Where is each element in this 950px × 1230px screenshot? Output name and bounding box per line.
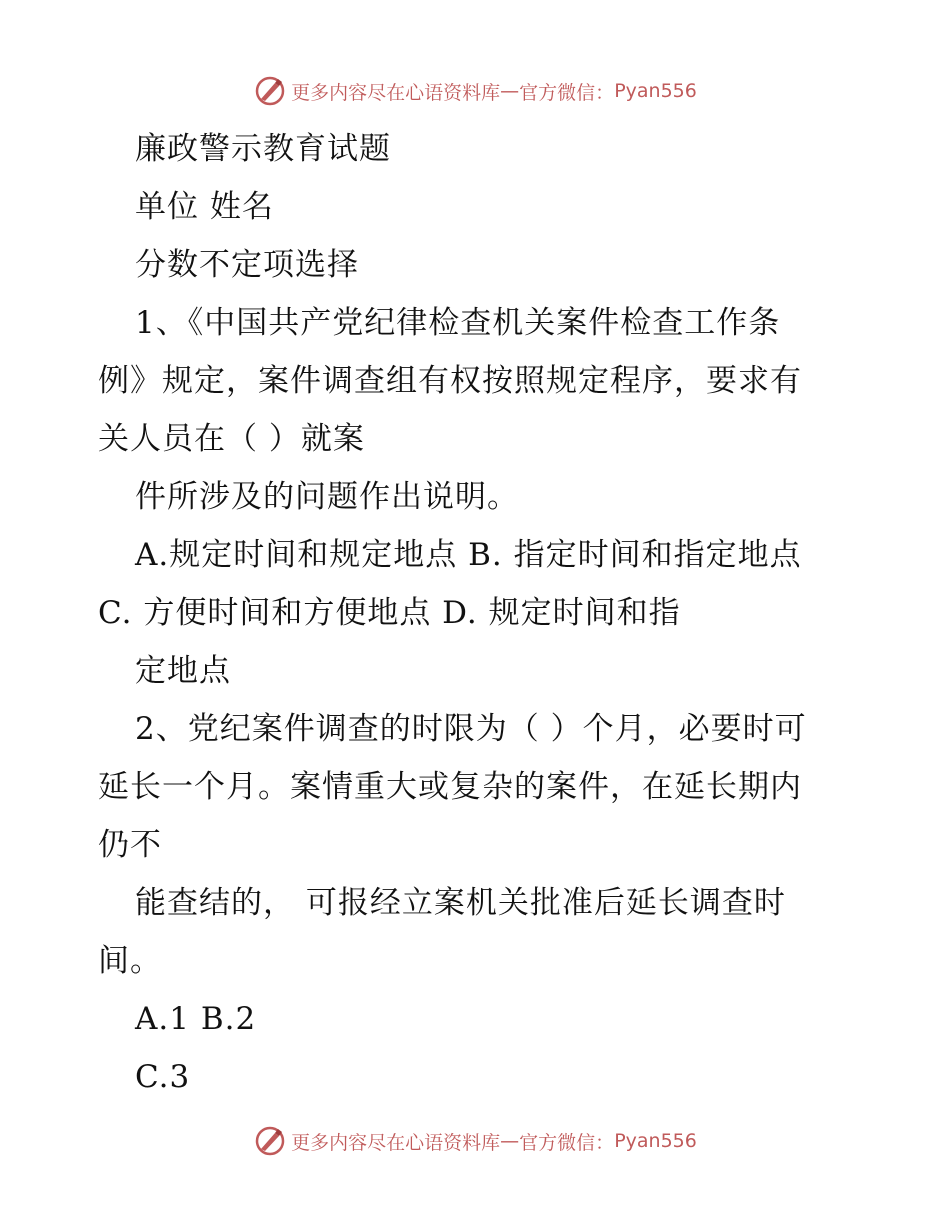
question-1-options: C. 方便时间和方便地点 D. 规定时间和指 — [98, 595, 681, 631]
watermark-wechat-id: Pyan556 — [614, 1130, 697, 1152]
question-1-cont: 关人员在（ ）就案 — [98, 421, 365, 457]
watermark-dash: — — [500, 80, 520, 102]
header-watermark — [0, 74, 950, 108]
question-1-options: 定地点 — [135, 653, 231, 689]
watermark-dash: — — [500, 1130, 520, 1152]
question-2-cont: 延长一个月。案情重大或复杂的案件，在延长期内 — [98, 769, 802, 805]
footer-watermark — [0, 1124, 950, 1158]
question-1-cont: 例》规定，案件调查组有权按照规定程序，要求有 — [98, 363, 802, 399]
watermark-text: 更多内容尽在心语资料库 — [291, 1131, 501, 1154]
question-1: 1、《中国共产党纪律检查机关案件检查工作条 — [135, 305, 781, 341]
watermark-official: 官方微信： — [519, 81, 615, 104]
pen-circle-logo-icon — [253, 74, 287, 108]
document-body — [98, 120, 858, 1106]
question-2: 2、党纪案件调查的时限为（ ）个月，必要时可 — [135, 711, 807, 747]
watermark-wechat-id: Pyan556 — [614, 80, 697, 102]
question-1-cont: 件所涉及的问题作出说明。 — [135, 479, 519, 515]
question-2-options: C.3 — [135, 1059, 191, 1095]
watermark-official: 官方微信： — [519, 1131, 615, 1154]
pen-circle-logo-icon — [253, 1124, 287, 1158]
question-2-options: A.1 B.2 — [135, 1001, 257, 1037]
watermark-text: 更多内容尽在心语资料库 — [291, 81, 501, 104]
question-2-cont: 仍不 — [98, 827, 162, 863]
question-2-cont: 能查结的， 可报经立案机关批准后延长调查时 — [135, 885, 786, 921]
question-1-options: A.规定时间和规定地点 B. 指定时间和指定地点 — [135, 537, 802, 573]
question-2-cont: 间。 — [98, 943, 162, 979]
document-line: 单位 姓名 — [135, 189, 274, 225]
document-line: 分数不定项选择 — [135, 247, 359, 283]
document-title: 廉政警示教育试题 — [135, 131, 391, 167]
